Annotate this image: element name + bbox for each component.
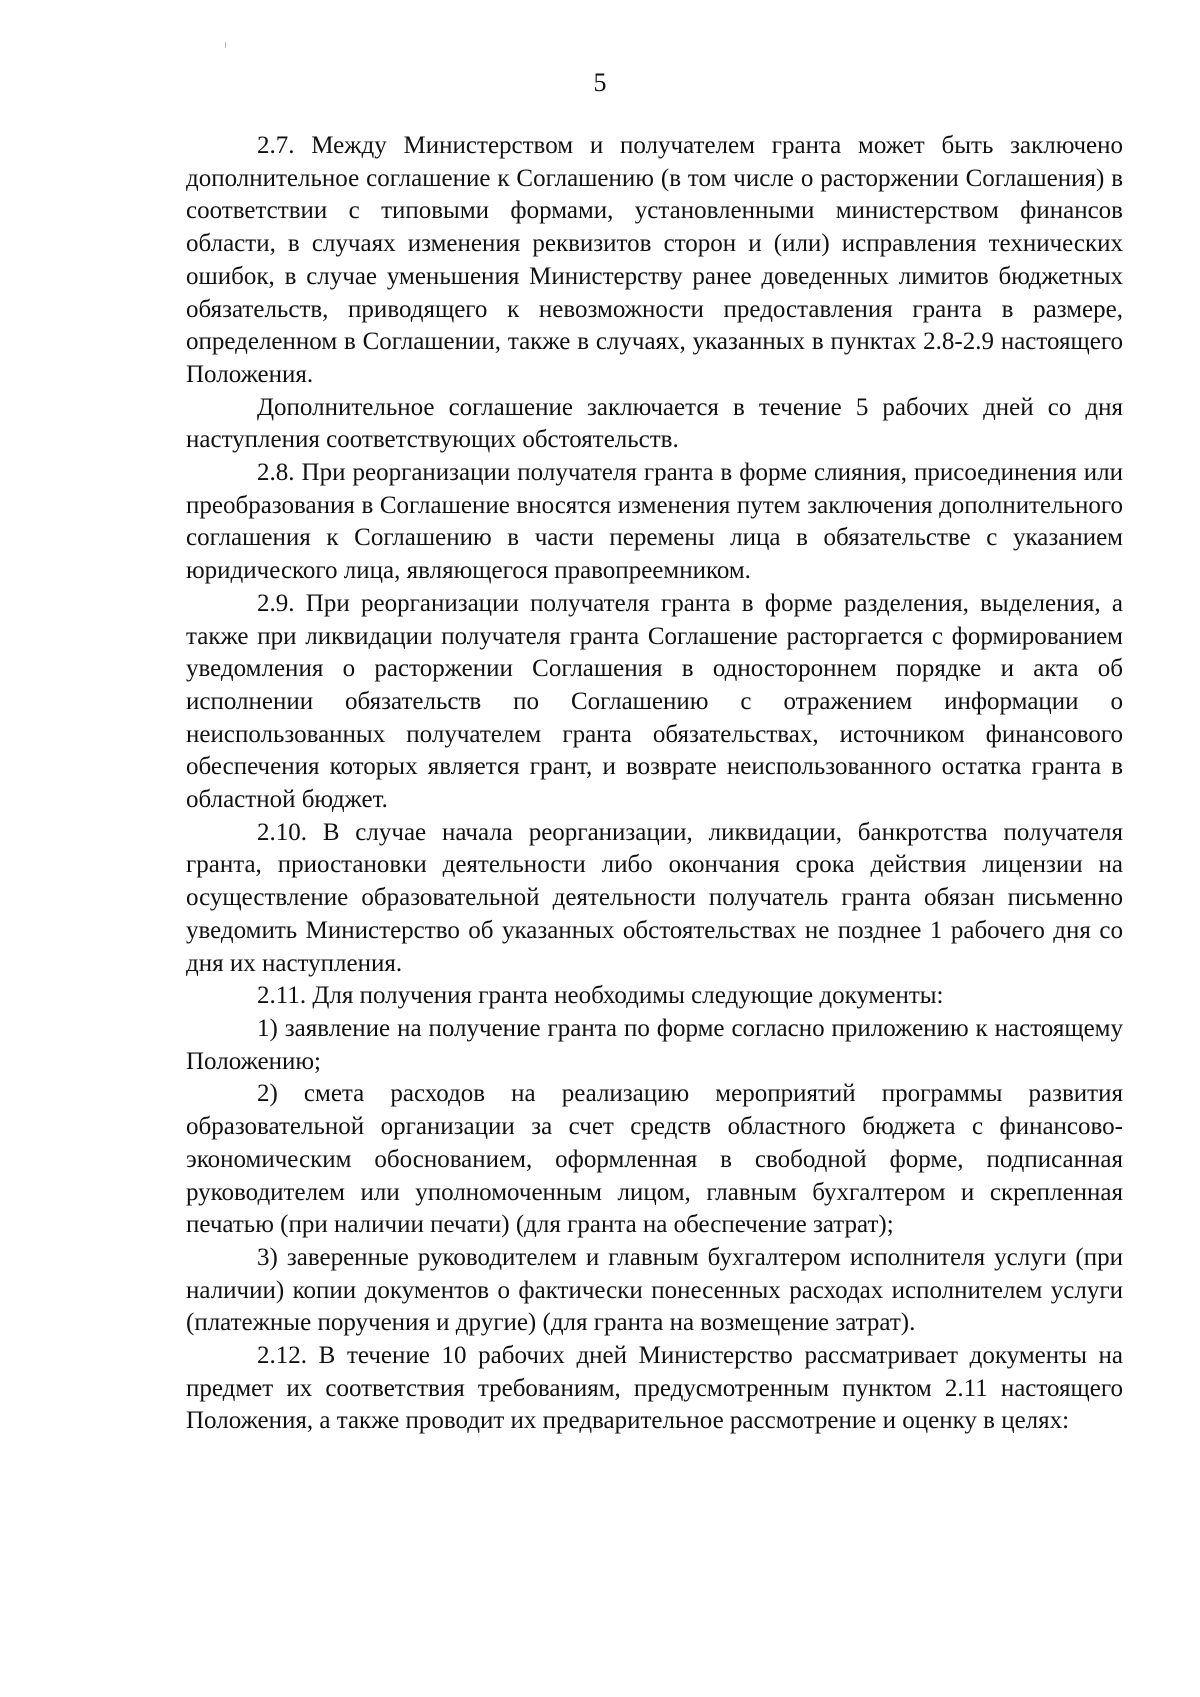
document-body xyxy=(186,130,1123,1438)
page-number: 5 xyxy=(593,68,607,97)
list-item-1: 1) заявление на получение гранта по форме согласно приложению к настоящему Положению; xyxy=(186,1014,1123,1075)
paragraph-2-10: 2.10. В случае начала реорганизации, ликвидации, банкротства получателя гранта, приостановки деятельности либо окончания срока действия лицензии на осуществление образовательной деятельности получатель гранта обязан письменно уведомить Министерство об указанных обстоятельствах не позднее 1 рабочего дня со дня их наступления. xyxy=(186,818,1123,977)
paragraph-2-12: 2.12. В течение 10 рабочих дней Министерство рассматривает документы на предмет их соответствия требованиям, предусмотренным пунктом 2.11 настоящего Положения, а также проводит их предварительное рассмотрение и оценку в целях: xyxy=(186,1342,1123,1435)
list-item-2: 2) смета расходов на реализацию мероприятий программы развития образовательной организации за счет средств областного бюджета с финансово-экономическим обоснованием, оформленная в свободной форме, подписанная руководителем или уполномоченным лицом, главным бухгалтером и скрепленная печатью (при наличии печати) (для гранта на обеспечение затрат); xyxy=(186,1080,1123,1239)
paragraph-2-11: 2.11. Для получения гранта необходимы следующие документы: xyxy=(257,982,944,1010)
paragraph-additional-agreement: Дополнительное соглашение заключается в течение 5 рабочих дней со дня наступления соответствующих обстоятельств. xyxy=(186,393,1123,454)
paragraph-2-8: 2.8. При реорганизации получателя гранта в форме слияния, присоединения или преобразования в Соглашение вносятся изменения путем заключения дополнительного соглашения к Соглашению в части перемены лица в обязательстве с указанием юридического лица, являющегося правопреемником. xyxy=(186,459,1123,585)
paragraph-2-7: 2.7. Между Министерством и получателем гранта может быть заключено дополнительное соглашение к Соглашению (в том числе о расторжении Соглашения) в соответствии с типовыми формами, установленными министерством финансов области, в случаях изменения реквизитов сторон и (или) исправления технических ошибок, в случае уменьшения Министерству ранее доведенных лимитов бюджетных обязательств, приводящего к невозможности предоставления гранта в размере, определенном в Соглашении, также в случаях, указанных в пунктах 2.8-2.9 настоящего Положения. xyxy=(186,132,1123,388)
list-item-3: 3) заверенные руководителем и главным бухгалтером исполнителя услуги (при наличии) копии документов о фактически понесенных расходах исполнителем услуги (платежные поручения и другие) (для гранта на возмещение затрат). xyxy=(186,1243,1123,1337)
scan-artifact xyxy=(225,42,226,48)
paragraph-2-9: 2.9. При реорганизации получателя гранта в форме разделения, выделения, а также при ликвидации получателя гранта Соглашение расторгается с формированием уведомления о расторжении Соглашения в одностороннем порядке и акта об исполнении обязательств по Соглашению с отражением информации о неиспользованных получателем гранта обязательствах, источником финансового обеспечения которых является грант, и возврате неиспользованного остатка гранта в областной бюджет. xyxy=(186,589,1123,814)
